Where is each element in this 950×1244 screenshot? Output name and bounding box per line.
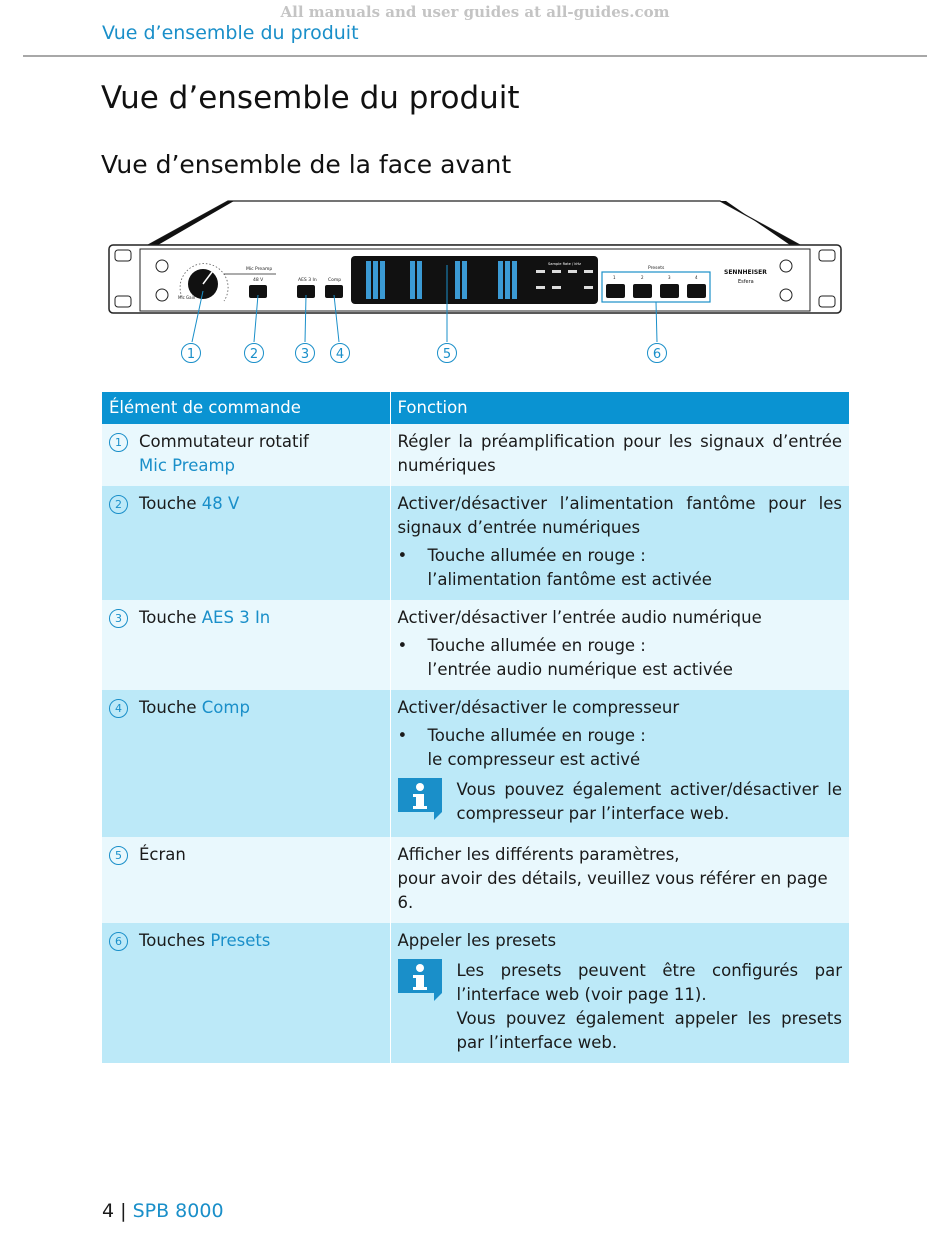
info-text: Les presets peuvent être configurés par l’interface web (voir page 11). bbox=[456, 961, 842, 1004]
table-row bbox=[102, 923, 849, 1063]
callout-number-4: 4 bbox=[335, 347, 345, 362]
element-cell bbox=[102, 923, 390, 1063]
column-header-element: Élément de commande bbox=[102, 392, 390, 424]
table-row bbox=[102, 486, 849, 600]
element-name: Comp bbox=[201, 698, 250, 717]
item-number: 4 bbox=[109, 699, 128, 718]
info-note bbox=[398, 959, 843, 1055]
element-name: Mic Preamp bbox=[139, 456, 236, 475]
function-text: Activer/désactiver l’alimentation fantôme pour les signaux d’entrée numériques bbox=[397, 494, 842, 537]
info-note bbox=[398, 778, 843, 829]
preset-button-1[interactable] bbox=[606, 284, 625, 298]
meter-bar bbox=[455, 261, 460, 299]
element-name: AES 3 In bbox=[201, 608, 271, 627]
column-header-function: Fonction bbox=[390, 392, 849, 424]
element-prefix: Commutateur rotatif bbox=[139, 432, 309, 451]
info-text: Vous pouvez également activer/désactiver le compresseur par l’interface web. bbox=[456, 780, 842, 823]
display-indicator bbox=[584, 270, 593, 273]
bullet-line: Touche allumée en rouge : bbox=[427, 636, 646, 655]
watermark: All manuals and user guides at all-guides.com bbox=[280, 3, 670, 21]
element-prefix: Touche bbox=[139, 494, 197, 513]
bullet-line: Touche allumée en rouge : bbox=[427, 726, 646, 745]
footer-separator: | bbox=[120, 1200, 127, 1222]
element-prefix: Écran bbox=[139, 845, 186, 864]
display-indicator bbox=[552, 270, 561, 273]
element-cell bbox=[102, 486, 390, 600]
element-prefix: Touches bbox=[139, 931, 206, 950]
bullet-line: l’alimentation fantôme est activée bbox=[427, 570, 712, 589]
meter-bar bbox=[505, 261, 510, 299]
bullet-item: • Touche allumée en rouge : l’alimentation fantôme est activée bbox=[398, 544, 843, 592]
screw-icon bbox=[156, 260, 168, 272]
meter-bar bbox=[373, 261, 378, 299]
header-rule bbox=[23, 55, 927, 57]
display-indicator bbox=[552, 286, 561, 289]
page-number: 4 bbox=[102, 1200, 115, 1222]
display-indicator bbox=[584, 286, 593, 289]
screw-icon bbox=[780, 260, 792, 272]
rack-slot-icon bbox=[115, 296, 131, 307]
callout-number-1: 1 bbox=[186, 347, 196, 362]
table-row bbox=[102, 600, 849, 690]
meter-bar bbox=[417, 261, 422, 299]
preset-number-3: 3 bbox=[668, 275, 671, 280]
table-header-row bbox=[102, 392, 849, 424]
meter-bar bbox=[462, 261, 467, 299]
element-name: Presets bbox=[210, 931, 271, 950]
element-cell bbox=[102, 424, 390, 486]
running-header: Vue d’ensemble du produit bbox=[102, 22, 359, 44]
48v-panel-label: 48 V bbox=[253, 278, 264, 283]
element-name: 48 V bbox=[201, 494, 240, 513]
preset-button-3[interactable] bbox=[660, 284, 679, 298]
section-title: Vue d’ensemble de la face avant bbox=[101, 150, 512, 179]
preset-number-4: 4 bbox=[695, 275, 698, 280]
item-number: 5 bbox=[109, 846, 128, 865]
display-indicator bbox=[536, 286, 545, 289]
bullet-line: le compresseur est activé bbox=[427, 750, 641, 769]
item-number: 2 bbox=[109, 495, 128, 514]
item-number: 6 bbox=[109, 932, 128, 951]
info-icon bbox=[398, 778, 444, 822]
meter-bar bbox=[380, 261, 385, 299]
function-cell bbox=[390, 600, 849, 690]
footer-product: SPB 8000 bbox=[132, 1200, 224, 1222]
screw-icon bbox=[780, 289, 792, 301]
function-cell bbox=[390, 486, 849, 600]
callout-number-5: 5 bbox=[442, 347, 452, 362]
element-cell bbox=[102, 837, 390, 923]
presets-panel-label: Presets bbox=[648, 266, 665, 271]
function-cell bbox=[390, 837, 849, 923]
function-text: Afficher les différents paramètres, bbox=[397, 845, 680, 864]
element-cell bbox=[102, 690, 390, 837]
element-prefix: Touche bbox=[139, 698, 197, 717]
callout-number-6: 6 bbox=[652, 347, 662, 362]
info-text: Vous pouvez également appeler les presets par l’interface web. bbox=[456, 1009, 842, 1052]
info-icon bbox=[398, 959, 444, 1003]
mic-gain-label: Mic Gain bbox=[178, 295, 196, 300]
function-text: Activer/désactiver l’entrée audio numérique bbox=[397, 608, 762, 627]
chassis-top bbox=[148, 201, 800, 245]
sample-rate-label: Sample Rate / kHz bbox=[548, 262, 582, 266]
controls-table bbox=[102, 392, 849, 1063]
meter-bar bbox=[366, 261, 371, 299]
preset-number-2: 2 bbox=[641, 275, 644, 280]
function-cell bbox=[390, 923, 849, 1063]
bullet-line: l’entrée audio numérique est activée bbox=[427, 660, 733, 679]
preset-button-4[interactable] bbox=[687, 284, 706, 298]
mic-preamp-panel-label: Mic Preamp bbox=[246, 267, 273, 272]
rack-slot-icon bbox=[819, 250, 835, 261]
screw-icon bbox=[156, 289, 168, 301]
comp-panel-label: Comp bbox=[328, 278, 342, 283]
table-row bbox=[102, 690, 849, 837]
aes-panel-label: AES 3 In bbox=[298, 278, 317, 283]
model-label: Esfera bbox=[738, 279, 754, 285]
front-panel-figure bbox=[100, 195, 850, 375]
callout-number-3: 3 bbox=[300, 347, 310, 362]
front-panel-illustration bbox=[100, 195, 850, 375]
meter-bar bbox=[410, 261, 415, 299]
table-row bbox=[102, 424, 849, 486]
rack-slot-icon bbox=[819, 296, 835, 307]
rack-slot-icon bbox=[115, 250, 131, 261]
function-text: Appeler les presets bbox=[397, 931, 557, 950]
element-prefix: Touche bbox=[139, 608, 197, 627]
bullet-item: • Touche allumée en rouge : le compresseur est activé bbox=[398, 724, 843, 772]
function-cell bbox=[390, 424, 849, 486]
display-indicator bbox=[536, 270, 545, 273]
meter-bar bbox=[512, 261, 517, 299]
page-footer bbox=[102, 1200, 224, 1222]
display-indicator bbox=[568, 270, 577, 273]
function-cell bbox=[390, 690, 849, 837]
table-row bbox=[102, 837, 849, 923]
function-text: Régler la préamplification pour les signaux d’entrée numériques bbox=[397, 432, 842, 475]
preset-button-2[interactable] bbox=[633, 284, 652, 298]
meter-bar bbox=[498, 261, 503, 299]
callout-number-2: 2 bbox=[249, 347, 259, 362]
function-text: Activer/désactiver le compresseur bbox=[397, 698, 680, 717]
bullet-line: Touche allumée en rouge : bbox=[427, 546, 646, 565]
item-number: 3 bbox=[109, 609, 128, 628]
bullet-item: • Touche allumée en rouge : l’entrée audio numérique est activée bbox=[398, 634, 843, 682]
page-title: Vue d’ensemble du produit bbox=[101, 80, 520, 116]
preset-number-1: 1 bbox=[613, 275, 616, 280]
item-number: 1 bbox=[109, 433, 128, 452]
element-cell bbox=[102, 600, 390, 690]
function-text: pour avoir des détails, veuillez vous référer en page 6. bbox=[397, 869, 828, 912]
brand-logo: SENNHEISER bbox=[724, 269, 767, 276]
